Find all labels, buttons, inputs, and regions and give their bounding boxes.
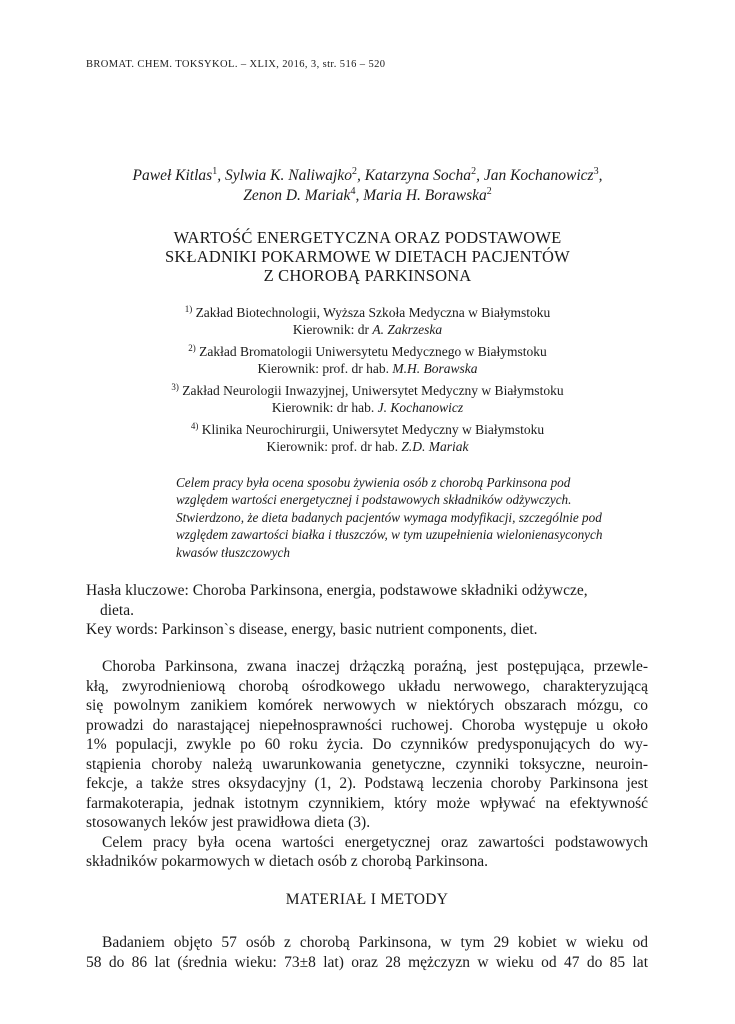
paragraph-line: kłą, zwyrodnieniową chorobą ośrodkowego układu nerwowego, charakteryzującą: [86, 677, 648, 695]
author: Katarzyna Socha$^2$,: [364, 166, 484, 184]
affiliation-4: $^{4)}$ Klinika Neurochirurgii, Uniwersytet Medyczny w Białymstoku Kierownik: prof. dr hab. Z.D. Mariak: [190, 421, 545, 454]
abstract-line: względem zawartości białka i tłuszczów, w tym uzupełnienia wielonienasyconych: [176, 527, 603, 543]
paper-title: [86, 228, 649, 285]
paragraph-line: stosowanych leków jest prawidłowa dieta (3).: [86, 814, 371, 831]
affiliation-2: $^{2)}$ Zakład Bromatologii Uniwersytetu Medycznego w Białymstoku Kierownik: prof. dr hab. M.H. Borawska: [188, 343, 547, 376]
affiliation-1: $^{1)}$ Zakład Biotechnologii, Wyższa Szkoła Medyczna w Białymstoku Kierownik: dr A. Zakrzeska: [184, 304, 551, 337]
paragraph-line: prowadzi do narastającej niepełnosprawności ruchowej. Choroba występuje u około: [86, 716, 648, 734]
author-list: [86, 166, 649, 206]
author-line-1: [86, 166, 649, 186]
keywords-pl: Hasła kluczowe: Choroba Parkinsona, energia, podstawowe składniki odżywcze,: [86, 582, 588, 599]
author: Jan Kochanowicz$^3$,: [483, 166, 603, 184]
author: Paweł Kitlas$^1$,: [132, 166, 225, 184]
paragraph-line: Celem pracy była ocena wartości energetycznej oraz zawartości podstawowych: [102, 833, 648, 851]
title-line: WARTOŚĆ ENERGETYCZNA ORAZ PODSTAWOWE: [173, 228, 562, 247]
affiliation-3: $^{3)}$ Zakład Neurologii Inwazyjnej, Uniwersytet Medyczny w Białymstoku Kierownik: dr hab. J. Kochanowicz: [171, 382, 564, 415]
paragraph-line: farmakoterapia, jednak istotnym czynnikiem, który może wpływać na efektywność: [86, 794, 648, 812]
journal-header: BROMAT. CHEM. TOKSYKOL. – XLIX, 2016, 3, str. 516 – 520: [86, 59, 386, 70]
paragraph-line: 58 do 86 lat (średnia wieku: 73±8 lat) oraz 28 mężczyzn w wieku od 47 do 85 lat: [86, 953, 648, 971]
keywords: [86, 581, 648, 640]
methods-text: [86, 933, 648, 972]
title-line: Z CHOROBĄ PARKINSONA: [263, 266, 472, 285]
paragraph-line: 1% populacji, zwykle po 60 roku życia. Do czynników predysponujących do wy-: [86, 736, 648, 753]
paragraph-line: Badaniem objęto 57 osób z chorobą Parkinsona, w tym 29 kobiet w wieku od: [102, 934, 648, 951]
author: Sylwia K. Naliwajko$^2$,: [224, 166, 365, 184]
author-line-2: [86, 186, 649, 206]
paragraph-line: się powolnym zanikiem komórek nerwowych w niektórych obszarach mózgu, co: [86, 697, 648, 714]
abstract: [176, 474, 646, 561]
paragraph-line: stąpienia choroby należą uwarunkowania genetyczne, czynniki toksyczne, neuroin-: [86, 755, 648, 773]
abstract-line: kwasów tłuszczowych: [176, 544, 290, 560]
author: Zenon D. Mariak$^4$,: [243, 186, 364, 204]
abstract-line: Stwierdzono, że dieta badanych pacjentów wymaga modyfikacji, szczególnie pod: [176, 509, 602, 525]
abstract-line: Celem pracy była ocena sposobu żywienia osób z chorobą Parkinsona pod: [176, 475, 571, 490]
abstract-line: względem wartości energetycznej i podstawowych składników odżywczych.: [176, 492, 572, 508]
paragraph-line: składników pokarmowych w dietach osób z chorobą Parkinsona.: [86, 853, 489, 870]
introduction: [86, 657, 648, 872]
keywords-en: Key words: Parkinson`s disease, energy, basic nutrient components, diet.: [86, 621, 538, 638]
keywords-pl-cont: dieta.: [100, 601, 134, 619]
section-heading: MATERIAŁ I METODY: [285, 891, 449, 908]
paragraph-line: fekcje, a także stres oksydacyjny (1, 2). Podstawą leczenia choroby Parkinsona jest: [86, 775, 648, 792]
paragraph-line: Choroba Parkinsona, zwana inaczej drżączką poraźną, jest postępująca, przewle-: [102, 658, 648, 675]
author: Maria H. Borawska$^2$: [363, 186, 492, 204]
affiliations: [86, 304, 649, 460]
title-line: SKŁADNIKI POKARMOWE W DIETACH PACJENTÓW: [165, 247, 570, 266]
